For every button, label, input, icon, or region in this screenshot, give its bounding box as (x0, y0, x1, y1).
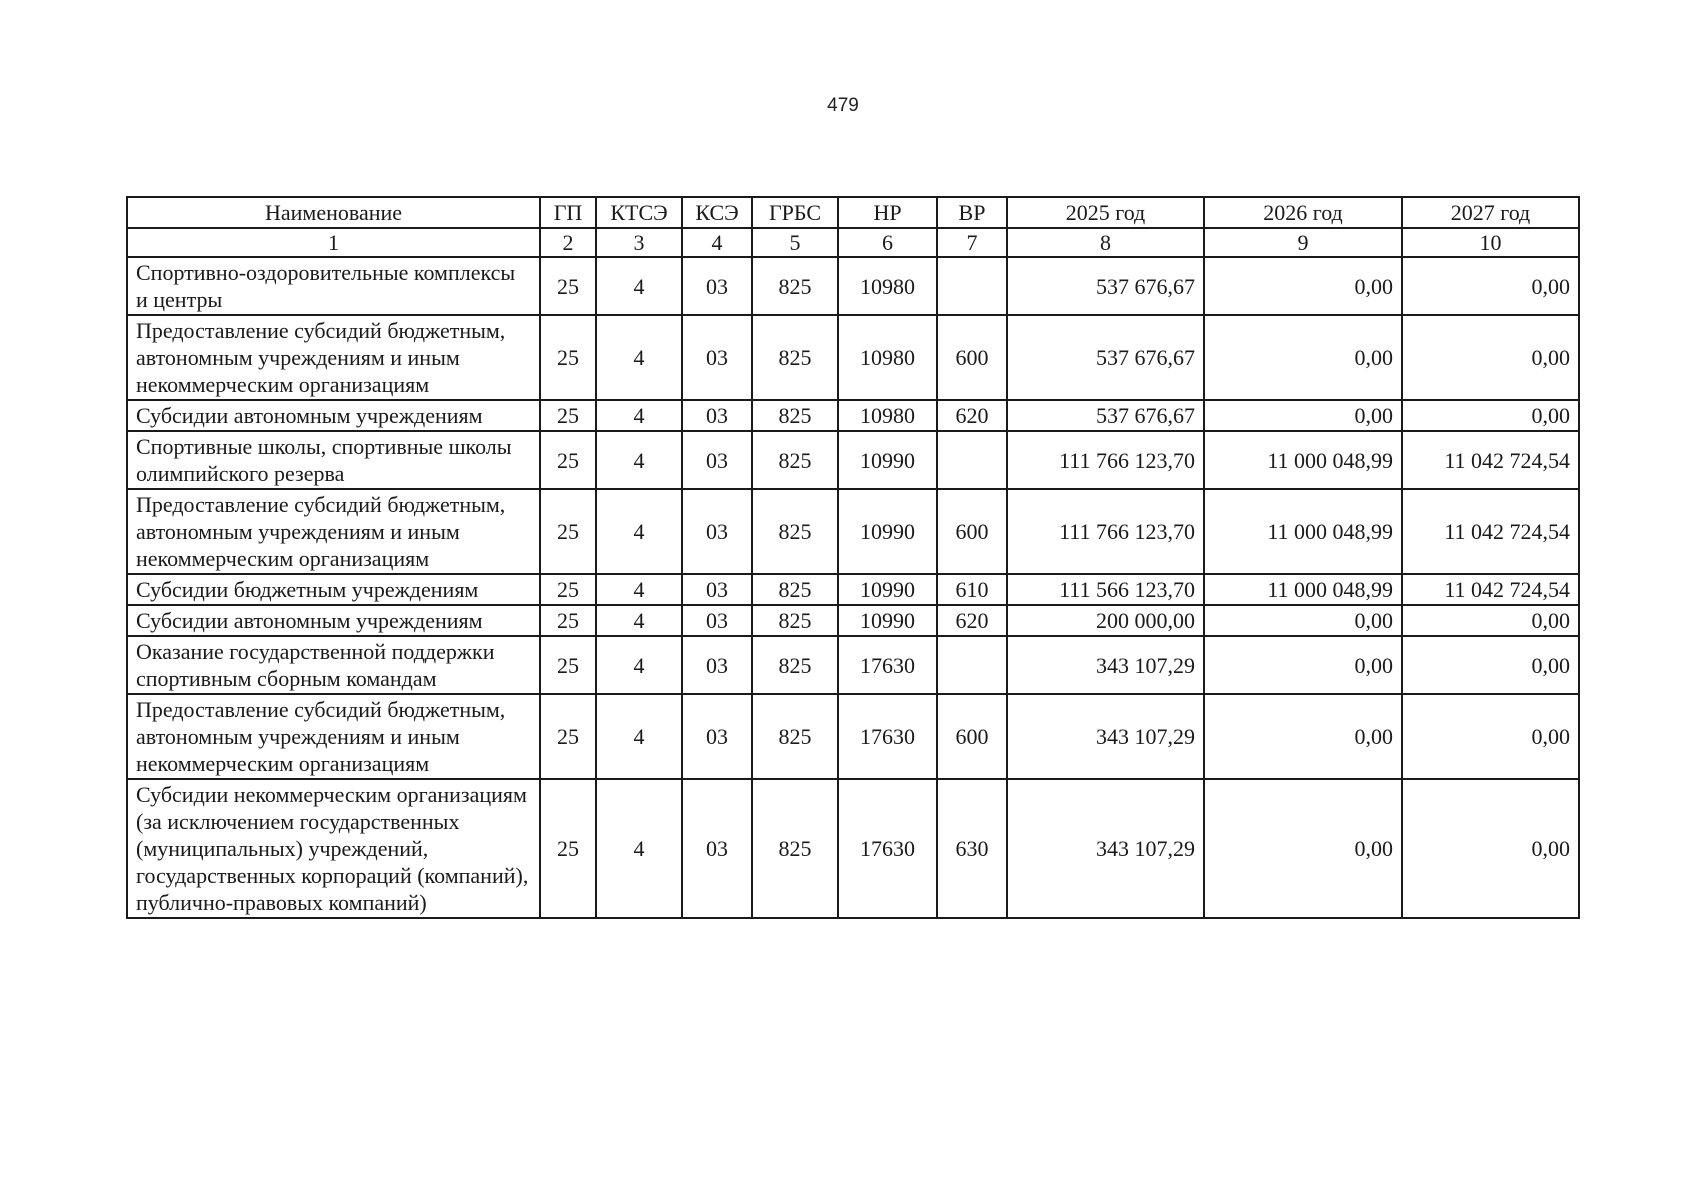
row-gp: 25 (540, 489, 596, 574)
row-vr: 600 (937, 694, 1007, 779)
row-kse: 03 (682, 636, 752, 694)
header-nr: НР (838, 197, 937, 228)
row-ktse: 4 (596, 605, 682, 636)
column-number: 8 (1007, 228, 1204, 257)
row-kse: 03 (682, 779, 752, 918)
header-ktse: КТСЭ (596, 197, 682, 228)
header-gp: ГП (540, 197, 596, 228)
row-2025: 111 566 123,70 (1007, 574, 1204, 605)
column-number-row (127, 228, 1579, 257)
column-number: 9 (1204, 228, 1402, 257)
row-kse: 03 (682, 605, 752, 636)
table-row (127, 431, 1579, 489)
header-2027: 2027 год (1402, 197, 1579, 228)
row-2027: 0,00 (1402, 779, 1579, 918)
table-row (127, 636, 1579, 694)
row-2027: 0,00 (1402, 400, 1579, 431)
row-2025: 343 107,29 (1007, 636, 1204, 694)
row-gp: 25 (540, 257, 596, 315)
row-name: Предоставление субсидий бюджетным, автономным учреждениям и иным некоммерческим организациям (127, 315, 540, 400)
budget-table (126, 196, 1580, 919)
row-grbs: 825 (752, 694, 838, 779)
row-gp: 25 (540, 694, 596, 779)
row-name: Субсидии автономным учреждениям (127, 400, 540, 431)
table-row (127, 779, 1579, 918)
row-2026: 0,00 (1204, 636, 1402, 694)
row-2027: 0,00 (1402, 257, 1579, 315)
row-2027: 11 042 724,54 (1402, 489, 1579, 574)
row-2027: 0,00 (1402, 694, 1579, 779)
row-gp: 25 (540, 779, 596, 918)
row-2026: 0,00 (1204, 400, 1402, 431)
row-2025: 537 676,67 (1007, 315, 1204, 400)
row-grbs: 825 (752, 315, 838, 400)
row-nr: 17630 (838, 694, 937, 779)
column-number: 5 (752, 228, 838, 257)
header-name: Наименование (127, 197, 540, 228)
row-grbs: 825 (752, 257, 838, 315)
row-vr: 630 (937, 779, 1007, 918)
row-vr (937, 636, 1007, 694)
row-vr: 620 (937, 400, 1007, 431)
row-gp: 25 (540, 315, 596, 400)
row-vr: 600 (937, 315, 1007, 400)
row-2027: 0,00 (1402, 605, 1579, 636)
row-vr: 610 (937, 574, 1007, 605)
row-2026: 11 000 048,99 (1204, 431, 1402, 489)
table-row (127, 605, 1579, 636)
row-2026: 0,00 (1204, 315, 1402, 400)
row-ktse: 4 (596, 636, 682, 694)
header-grbs: ГРБС (752, 197, 838, 228)
row-kse: 03 (682, 489, 752, 574)
row-kse: 03 (682, 257, 752, 315)
row-name: Оказание государственной поддержки спортивным сборным командам (127, 636, 540, 694)
row-grbs: 825 (752, 636, 838, 694)
row-name: Субсидии бюджетным учреждениям (127, 574, 540, 605)
page-number: 479 (827, 95, 859, 116)
table-row (127, 574, 1579, 605)
row-vr (937, 257, 1007, 315)
row-name: Предоставление субсидий бюджетным, автономным учреждениям и иным некоммерческим организациям (127, 694, 540, 779)
column-number: 10 (1402, 228, 1579, 257)
row-grbs: 825 (752, 574, 838, 605)
column-number: 4 (682, 228, 752, 257)
row-name: Предоставление субсидий бюджетным, автономным учреждениям и иным некоммерческим организациям (127, 489, 540, 574)
row-2026: 0,00 (1204, 605, 1402, 636)
row-name: Спортивно-оздоровительные комплексы и центры (127, 257, 540, 315)
row-ktse: 4 (596, 400, 682, 431)
row-ktse: 4 (596, 257, 682, 315)
row-vr: 620 (937, 605, 1007, 636)
row-nr: 10990 (838, 574, 937, 605)
column-number: 7 (937, 228, 1007, 257)
row-2025: 343 107,29 (1007, 694, 1204, 779)
table-row (127, 315, 1579, 400)
row-2025: 537 676,67 (1007, 257, 1204, 315)
row-kse: 03 (682, 315, 752, 400)
column-number: 1 (127, 228, 540, 257)
row-kse: 03 (682, 431, 752, 489)
row-2025: 111 766 123,70 (1007, 489, 1204, 574)
row-ktse: 4 (596, 315, 682, 400)
header-kse: КСЭ (682, 197, 752, 228)
row-2027: 0,00 (1402, 636, 1579, 694)
table-row (127, 489, 1579, 574)
header-2026: 2026 год (1204, 197, 1402, 228)
row-name: Субсидии некоммерческим организациям (за исключением государственных (муниципальных) учреждений, государственных корпораций (компаний), публично-правовых компаний) (127, 779, 540, 918)
row-2026: 11 000 048,99 (1204, 574, 1402, 605)
row-nr: 10980 (838, 400, 937, 431)
row-nr: 17630 (838, 779, 937, 918)
row-2027: 11 042 724,54 (1402, 431, 1579, 489)
column-number: 6 (838, 228, 937, 257)
table-row (127, 694, 1579, 779)
row-nr: 10990 (838, 605, 937, 636)
row-2025: 537 676,67 (1007, 400, 1204, 431)
row-2026: 11 000 048,99 (1204, 489, 1402, 574)
row-kse: 03 (682, 694, 752, 779)
row-vr (937, 431, 1007, 489)
header-row (127, 197, 1579, 228)
column-number: 3 (596, 228, 682, 257)
row-ktse: 4 (596, 694, 682, 779)
row-2025: 200 000,00 (1007, 605, 1204, 636)
row-ktse: 4 (596, 489, 682, 574)
table-row (127, 257, 1579, 315)
row-kse: 03 (682, 400, 752, 431)
row-gp: 25 (540, 636, 596, 694)
row-grbs: 825 (752, 400, 838, 431)
row-2027: 11 042 724,54 (1402, 574, 1579, 605)
row-gp: 25 (540, 574, 596, 605)
row-grbs: 825 (752, 779, 838, 918)
row-nr: 10990 (838, 489, 937, 574)
column-number: 2 (540, 228, 596, 257)
row-ktse: 4 (596, 431, 682, 489)
row-grbs: 825 (752, 431, 838, 489)
row-2025: 111 766 123,70 (1007, 431, 1204, 489)
row-2027: 0,00 (1402, 315, 1579, 400)
row-2026: 0,00 (1204, 257, 1402, 315)
row-grbs: 825 (752, 605, 838, 636)
row-vr: 600 (937, 489, 1007, 574)
row-grbs: 825 (752, 489, 838, 574)
header-2025: 2025 год (1007, 197, 1204, 228)
header-vr: ВР (937, 197, 1007, 228)
row-name: Субсидии автономным учреждениям (127, 605, 540, 636)
row-nr: 10990 (838, 431, 937, 489)
row-2026: 0,00 (1204, 779, 1402, 918)
row-ktse: 4 (596, 779, 682, 918)
row-2026: 0,00 (1204, 694, 1402, 779)
row-nr: 10980 (838, 257, 937, 315)
row-nr: 17630 (838, 636, 937, 694)
row-gp: 25 (540, 605, 596, 636)
row-ktse: 4 (596, 574, 682, 605)
row-gp: 25 (540, 400, 596, 431)
row-name: Спортивные школы, спортивные школы олимпийского резерва (127, 431, 540, 489)
row-nr: 10980 (838, 315, 937, 400)
table-row (127, 400, 1579, 431)
row-2025: 343 107,29 (1007, 779, 1204, 918)
row-gp: 25 (540, 431, 596, 489)
row-kse: 03 (682, 574, 752, 605)
